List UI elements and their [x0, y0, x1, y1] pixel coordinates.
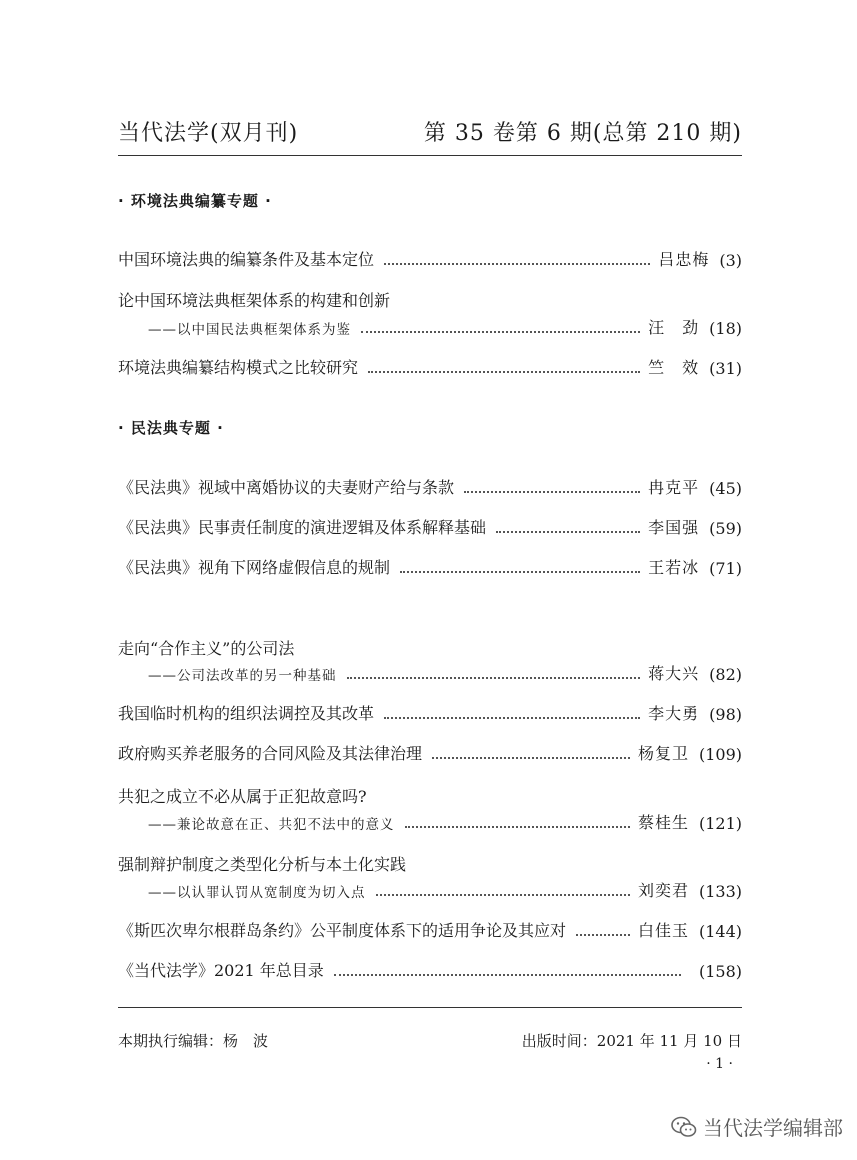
- entry-title: 《民法典》视角下网络虚假信息的规制: [118, 558, 391, 577]
- entry-author: 杨复卫: [637, 744, 689, 763]
- entry-page: (3): [719, 251, 742, 270]
- entry-title: 中国环境法典的编纂条件及基本定位: [118, 250, 375, 269]
- section-title-environment: · 环境法典编纂专题 ·: [118, 192, 272, 210]
- watermark-text: 当代法学编辑部: [703, 1116, 843, 1140]
- entry-author: 蒋大兴: [648, 664, 700, 683]
- entry-author: 白佳玉: [637, 921, 689, 940]
- issue-info: 第 35 卷第 6 期(总第 210 期): [423, 121, 742, 146]
- entry-author: 竺 效: [648, 358, 700, 377]
- dot-leader: [361, 331, 640, 333]
- wechat-icon: [671, 1116, 697, 1138]
- entry-author: 李大勇: [648, 704, 700, 723]
- entry-page: (98): [709, 705, 742, 724]
- dot-leader: [347, 677, 641, 679]
- dot-leader: [576, 934, 630, 936]
- toc-entry[interactable]: [118, 514, 742, 538]
- entry-author: 吕忠梅: [658, 250, 710, 269]
- entry-page: (144): [698, 922, 742, 941]
- dot-leader: [496, 531, 640, 533]
- entry-page: (45): [709, 479, 742, 498]
- dot-leader: [464, 491, 640, 493]
- entry-title: 我国临时机构的组织法调控及其改革: [118, 704, 375, 723]
- toc-entry[interactable]: [148, 877, 742, 901]
- dot-leader: [405, 826, 630, 828]
- dot-leader: [432, 757, 630, 759]
- toc-entry[interactable]: [118, 474, 742, 498]
- toc-entry-title[interactable]: 强制辩护制度之类型化分析与本土化实践: [118, 855, 407, 874]
- entry-page: (82): [709, 665, 742, 684]
- dot-leader: [368, 371, 640, 373]
- page-number: · 1 ·: [706, 1056, 733, 1072]
- entry-page: (31): [709, 359, 742, 378]
- entry-page: (158): [698, 962, 742, 981]
- toc-entry[interactable]: [148, 660, 742, 684]
- dot-leader: [334, 974, 681, 976]
- entry-page: (59): [709, 519, 742, 538]
- entry-author: 李国强: [648, 518, 700, 537]
- toc-entry[interactable]: [118, 700, 742, 724]
- entry-title: 《当代法学》2021 年总目录: [118, 961, 324, 980]
- entry-page: (18): [709, 319, 742, 338]
- toc-entry[interactable]: [118, 957, 742, 981]
- toc-entry-title[interactable]: 共犯之成立不必从属于正犯故意吗?: [118, 787, 367, 806]
- toc-entry[interactable]: [118, 554, 742, 578]
- entry-title: 环境法典编纂结构模式之比较研究: [118, 358, 359, 377]
- entry-page: (109): [698, 745, 742, 764]
- executive-editor: 本期执行编辑：杨 波: [118, 1032, 269, 1050]
- dot-leader: [376, 894, 630, 896]
- entry-title: 《民法典》视域中离婚协议的夫妻财产给与条款: [118, 478, 455, 497]
- footer-rule: [118, 1007, 742, 1008]
- header-rule: [118, 155, 742, 156]
- entry-author: 刘奕君: [637, 881, 689, 900]
- entry-author: 蔡桂生: [637, 813, 689, 832]
- toc-entry[interactable]: [118, 917, 742, 941]
- dot-leader: [400, 571, 640, 573]
- toc-entry-title[interactable]: 论中国环境法典框架体系的构建和创新: [118, 291, 391, 310]
- entry-author: 冉克平: [648, 478, 700, 497]
- watermark: [671, 1112, 843, 1141]
- toc-entry[interactable]: [118, 246, 742, 270]
- dot-leader: [384, 263, 650, 265]
- entry-author: 王若冰: [648, 558, 700, 577]
- entry-subtitle: ——以中国民法典框架体系为鉴: [148, 322, 351, 338]
- dot-leader: [384, 717, 640, 719]
- toc-entry[interactable]: [148, 314, 742, 338]
- toc-entry[interactable]: [118, 354, 742, 378]
- entry-subtitle: ——以认罪认罚从宽制度为切入点: [148, 885, 366, 901]
- publication-date: 出版时间：2021 年 11 月 10 日: [521, 1032, 742, 1050]
- entry-title: 《斯匹次卑尔根群岛条约》公平制度体系下的适用争论及其应对: [118, 921, 567, 940]
- toc-entry[interactable]: [148, 809, 742, 833]
- entry-page: (133): [698, 882, 742, 901]
- entry-page: (71): [709, 559, 742, 578]
- entry-page: (121): [698, 814, 742, 833]
- toc-entry[interactable]: [118, 740, 742, 764]
- toc-entry-title[interactable]: 走向“合作主义”的公司法: [118, 639, 295, 658]
- journal-name: 当代法学(双月刊): [118, 121, 299, 146]
- entry-subtitle: ——公司法改革的另一种基础: [148, 668, 337, 684]
- section-title-civil-code: · 民法典专题 ·: [118, 419, 224, 437]
- entry-title: 政府购买养老服务的合同风险及其法律治理: [118, 744, 423, 763]
- entry-subtitle: ——兼论故意在正、共犯不法中的意义: [148, 817, 395, 833]
- entry-title: 《民法典》民事责任制度的演进逻辑及体系解释基础: [118, 518, 487, 537]
- entry-author: 汪 劲: [648, 318, 700, 337]
